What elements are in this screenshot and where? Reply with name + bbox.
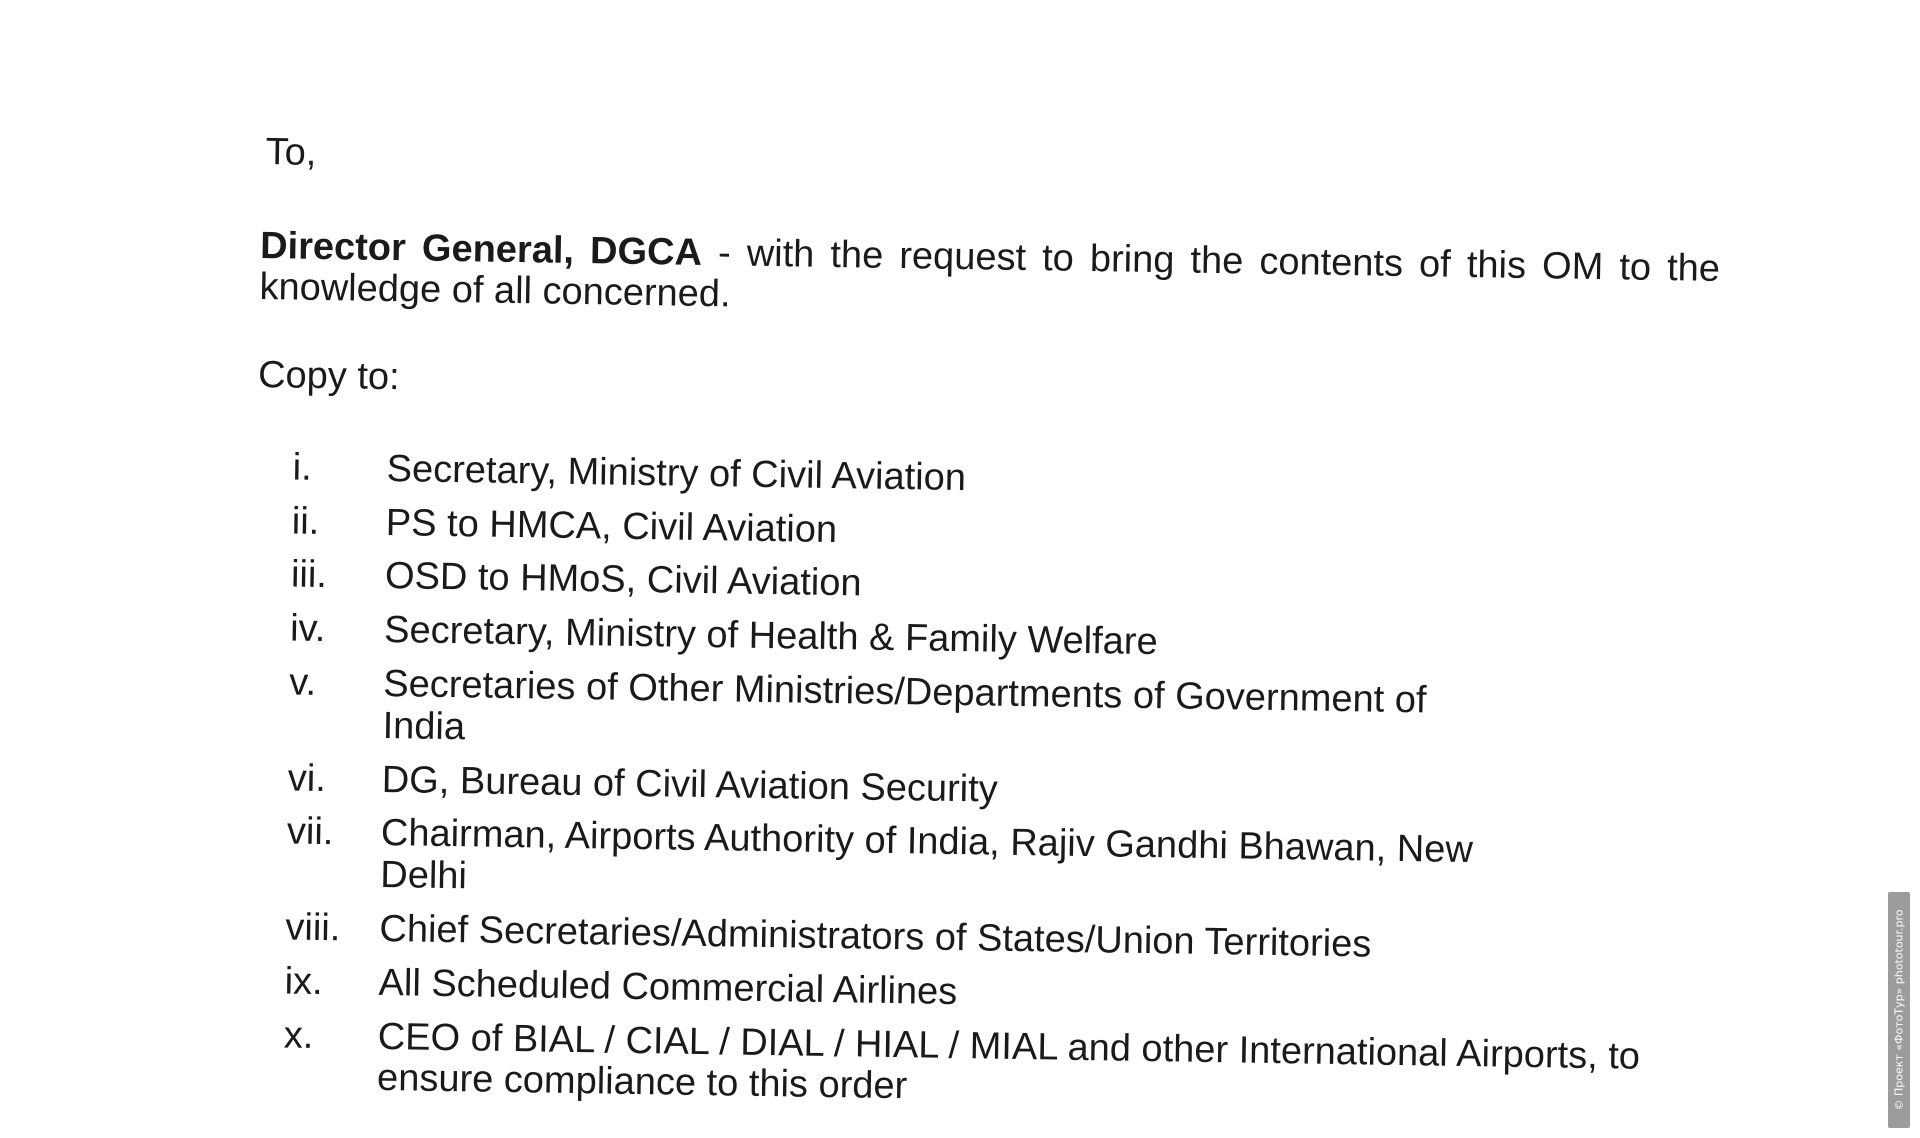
addressee-paragraph	[259, 226, 1720, 333]
list-item-number: v.	[288, 661, 317, 704]
list-item-text: All Scheduled Commercial Airlines	[378, 961, 958, 1013]
list-item-text: Secretary, Ministry of Health & Family Welfare	[383, 609, 1158, 664]
list-item	[251, 757, 1711, 822]
list-item	[248, 961, 1708, 1026]
watermark-badge	[1888, 892, 1910, 1128]
list-item-number: ii.	[291, 500, 320, 543]
list-item-text: Secretary, Ministry of Civil Aviation	[386, 447, 967, 499]
watermark-text: © Проект «ФотоТур» phototour.pro	[1892, 909, 1906, 1111]
copy-to-label: Copy to:	[257, 354, 400, 399]
list-item	[249, 907, 1709, 972]
list-item-text: Chairman, Airports Authority of India, Rajiv Gandhi Bhawan, New Delhi	[379, 812, 1474, 898]
list-item-text: Secretaries of Other Ministries/Departments of Government of India	[382, 662, 1427, 749]
list-item-text: Chief Secretaries/Administrators of States/Union Territories	[379, 907, 1372, 966]
list-item-number: iii.	[290, 553, 328, 597]
list-item-number: iv.	[289, 607, 326, 651]
list-item	[252, 662, 1713, 769]
list-item	[250, 811, 1711, 918]
list-item-number: viii.	[285, 906, 341, 950]
list-item-text: OSD to HMoS, Civil Aviation	[384, 555, 862, 605]
addressee-request-text: - with the request to bring the contents of this OM to the knowledge of all concerned.	[259, 231, 1721, 316]
list-item-text: PS to HMCA, Civil Aviation	[385, 501, 838, 551]
list-item	[254, 608, 1714, 673]
letter-body	[247, 130, 1722, 1133]
list-item	[256, 501, 1716, 566]
salutation: To,	[265, 131, 317, 174]
list-item-text: CEO of BIAL / CIAL / DIAL / HIAL / MIAL and other International Airports, to ensure compliance to this order	[376, 1015, 1641, 1108]
list-item	[256, 447, 1716, 512]
list-item-text: DG, Bureau of Civil Aviation Security	[381, 758, 999, 811]
list-item-number: x.	[283, 1014, 314, 1057]
list-item	[255, 554, 1715, 619]
list-item-number: vii.	[286, 810, 334, 854]
list-item-number: i.	[292, 446, 313, 489]
list-item-number: vi.	[287, 757, 327, 800]
addressee-name: Director General, DGCA	[259, 224, 703, 274]
copy-recipients-list	[247, 447, 1717, 1121]
list-item-number: ix.	[284, 960, 323, 1003]
list-item	[247, 1014, 1708, 1121]
